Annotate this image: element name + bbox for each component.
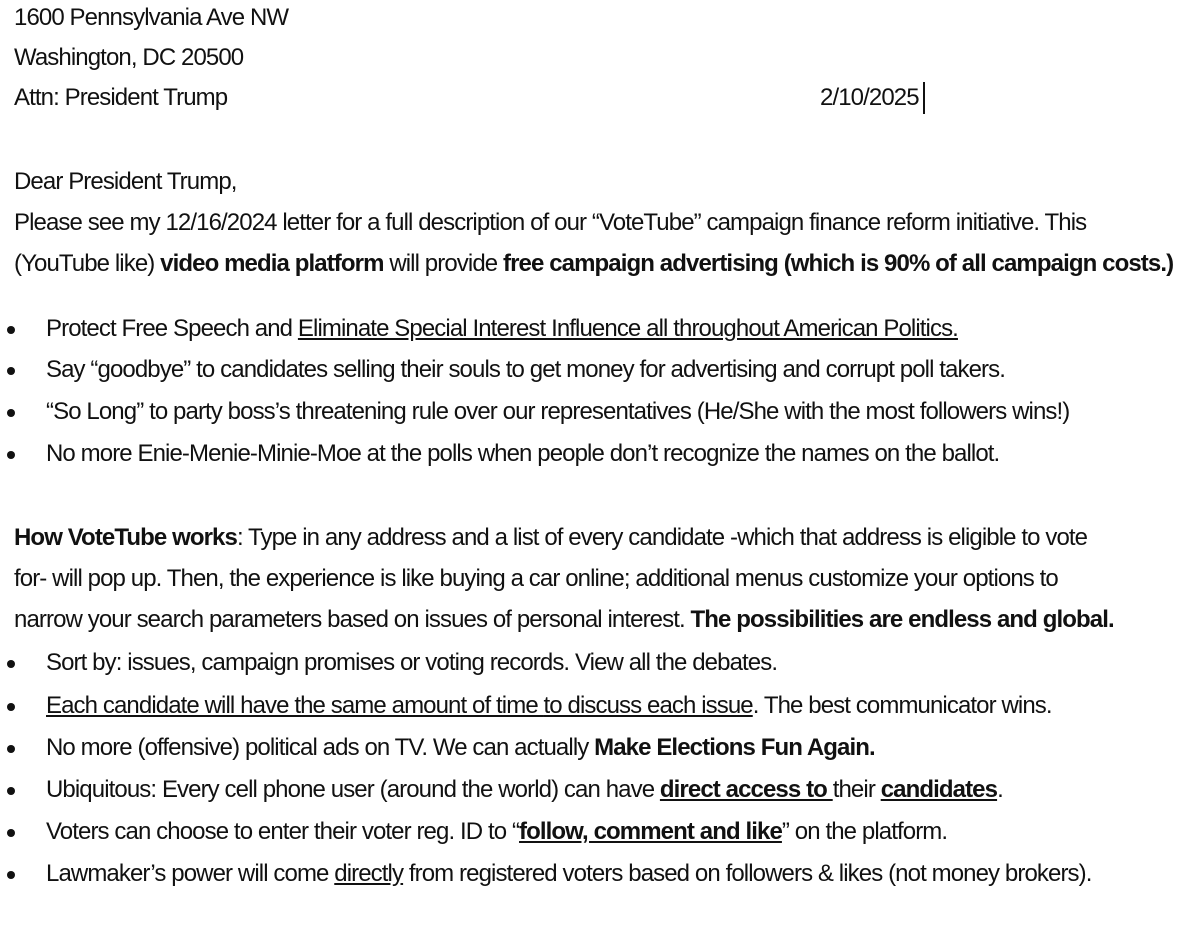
bullet-icon: [7, 326, 15, 334]
intro-line-1: Please see my 12/16/2024 letter for a full description of our “VoteTube” campaign finance reform initiative. This: [14, 209, 1087, 236]
bullet-text: “So Long” to party boss’s threatening rule over our representatives (He/She with the most followers wins!): [46, 398, 1070, 425]
bullet-text-part: . The best communicator wins.: [752, 692, 1052, 719]
bullet-text: [46, 858, 1092, 890]
bullet-icon: [7, 367, 15, 375]
intro-text: will provide: [383, 250, 503, 277]
how-text: narrow your search parameters based on issues of personal interest.: [14, 606, 691, 633]
underlined-text: directly: [334, 860, 404, 887]
underlined-text: Eliminate Special Interest Influence all throughout American Politics.: [297, 315, 958, 342]
underlined-text: Each candidate will have the same amount of time: [46, 692, 544, 719]
letter-date: [820, 82, 925, 114]
bullet-text-part: their: [832, 776, 881, 803]
bullet-text-part: No more (offensive) political ads on TV. We can actually: [46, 734, 595, 761]
bullet-icon: [7, 451, 15, 459]
how-line-3: [14, 604, 1114, 636]
how-line-1: [14, 522, 1087, 554]
bullet-text: Say “goodbye” to candidates selling their souls to get money for advertising and corrupt poll takers.: [46, 356, 1006, 383]
bullet-icon: [7, 660, 15, 668]
bullet-text-part: ” on the platform.: [781, 818, 948, 845]
intro-bold-platform: video media platform: [160, 250, 384, 277]
bullet-icon: [7, 409, 15, 417]
bullet-text-part: from registered voters based on followers & likes (not money brokers).: [403, 860, 1092, 887]
bullet-text: [46, 313, 958, 345]
bullet-icon: [7, 703, 15, 711]
intro-bold-advertising: free campaign advertising (which is 90% of all campaign costs.): [503, 250, 1174, 277]
bullet-text-part: Voters can choose to enter their voter reg. ID to “: [46, 818, 520, 845]
bold-underlined-text: follow, comment and like: [519, 818, 782, 845]
bold-underlined-text: candidates: [880, 776, 998, 803]
address-line-2: Washington, DC 20500: [14, 44, 244, 71]
bullet-icon: [7, 829, 15, 837]
bold-text: Make Elections Fun Again.: [594, 734, 875, 761]
how-text: : Type in any address and a list of every candidate -which that address is eligible to vote: [236, 524, 1088, 551]
date-text: 2/10/2025: [820, 84, 919, 111]
bullet-text: [46, 732, 875, 764]
how-line-2: for- will pop up. Then, the experience is like buying a car online; additional menus customize your options to: [14, 565, 1058, 592]
bullet-icon: [7, 787, 15, 795]
bullet-icon: [7, 871, 15, 879]
bullet-text: [46, 774, 1003, 806]
how-heading: How VoteTube works: [14, 524, 237, 551]
bullet-text-part: Lawmaker’s power will come: [46, 860, 335, 887]
bullet-text: [46, 690, 1052, 722]
bold-underlined-text: direct access to: [659, 776, 833, 803]
bullet-text: Sort by: issues, campaign promises or voting records. View all the debates.: [46, 649, 778, 676]
address-line-1: 1600 Pennsylvania Ave NW: [14, 4, 289, 31]
intro-line-2: [14, 248, 1173, 280]
bullet-text-part: Protect Free Speech and: [46, 315, 298, 342]
bullet-text-part: .: [997, 776, 1003, 803]
salutation: Dear President Trump,: [14, 168, 237, 195]
bullet-text: [46, 816, 947, 848]
intro-text: (YouTube like): [14, 250, 161, 277]
bullet-text-part: Ubiquitous: Every cell phone user (around the world) can have: [46, 776, 660, 803]
text-cursor: [923, 82, 925, 114]
bullet-icon: [7, 745, 15, 753]
attention-line: Attn: President Trump: [14, 84, 228, 111]
underlined-text: to discuss each issue: [543, 692, 753, 719]
how-bold-possibilities: The possibilities are endless and global.: [690, 606, 1114, 633]
bullet-text: No more Enie-Menie-Minie-Moe at the polls when people don’t recognize the names on the ballot.: [46, 440, 1000, 467]
